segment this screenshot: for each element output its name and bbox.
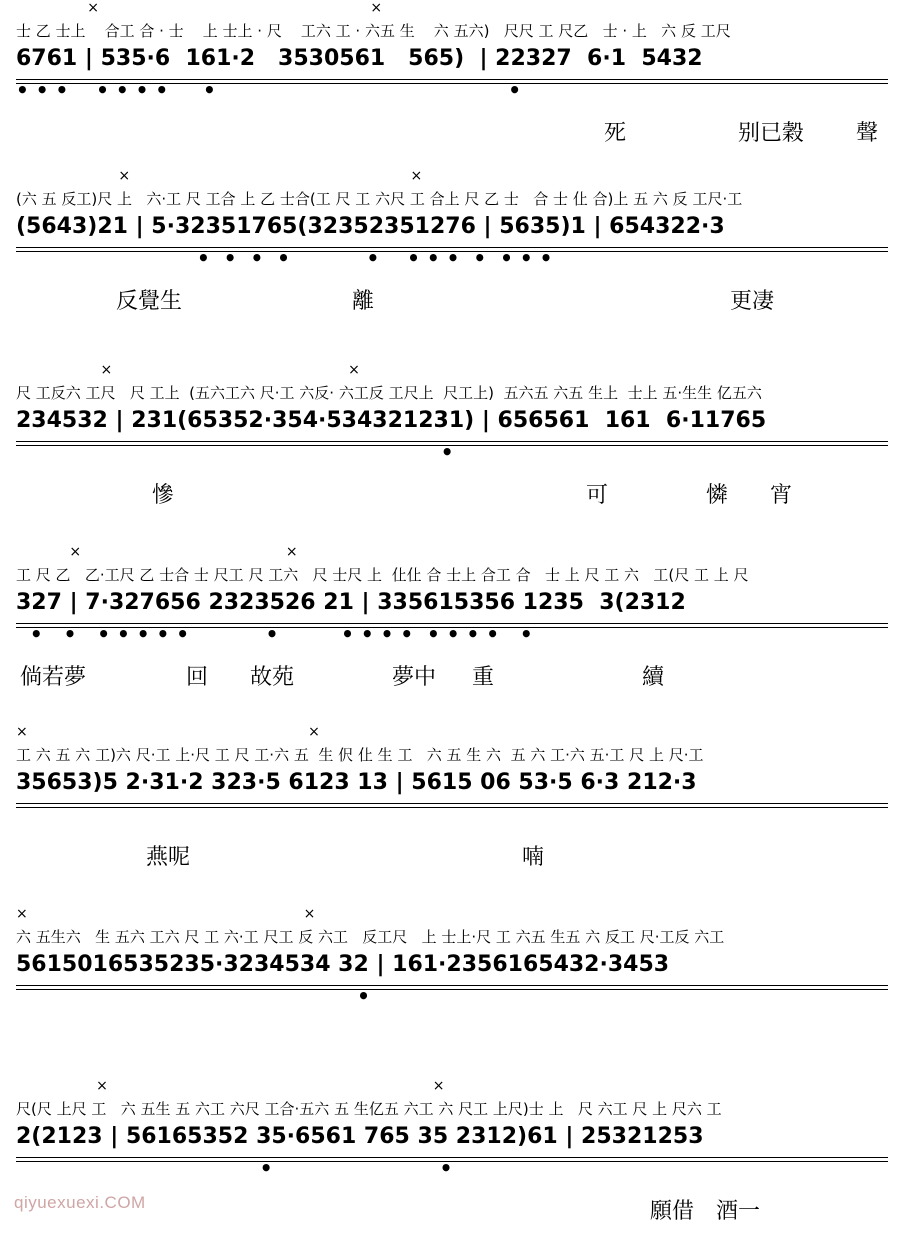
lyric: 倘若夢 xyxy=(20,665,87,690)
numbered-notation: 35653)5 2·31·2 323·5 6123 13 | 5615 06 53·5 6·3 212·3 xyxy=(16,770,697,795)
lyric: 故苑 xyxy=(250,665,295,690)
watermark: qiyuexuexi.COM xyxy=(14,1193,146,1212)
lyric: 燕呢 xyxy=(146,845,191,870)
octave-dots: • • • • • • • • • • • • xyxy=(16,246,553,270)
beam-line xyxy=(16,807,888,808)
gongche-notation: 士 乙 士上 合工 合 · 士 上 士上 · 尺 工六 工 · 六五 生 六 五六) 尺尺 工 尺乙 士 · 上 六 反 工尺 xyxy=(16,22,731,40)
lyric: 喃 xyxy=(522,845,545,870)
beam-line xyxy=(16,803,888,804)
accent-marks: × × xyxy=(16,724,320,740)
gongche-notation: 尺 工反六 工尺 尺 工上 (五六工六 尺·工 六反· 六工反 工尺上 尺工上) 五六五 六五 生上 士上 五·生生 亿五六 xyxy=(16,384,762,402)
lyric: 慘 xyxy=(152,483,175,508)
lyric: 反覺生 xyxy=(116,289,183,314)
numbered-notation: 2(2123 | 56165352 35·6561 765 35 2312)61 | 25321253 xyxy=(16,1124,704,1149)
lyric: 聲 xyxy=(856,121,879,146)
lyric: 願借 xyxy=(650,1199,695,1224)
gongche-notation: 六 五生六 生 五六 工六 尺 工 六·工 尺工 反 六工 反工尺 上 士上·尺 工 六五 生五 六 反工 尺·工反 六工 xyxy=(16,928,725,946)
gongche-notation: 尺(尺 上尺 工 六 五生 五 六工 六尺 工合·五六 五 生亿五 六工 六 尺工 上尺)士 上 尺 六工 尺 上 尺六 工 xyxy=(16,1100,722,1118)
lyric: 死 xyxy=(604,121,627,146)
octave-dots: • • • • • • • • • • • • • • • • • xyxy=(16,622,533,646)
gongche-notation: (六 五 反工)尺 上 六·工 尺 工合 上 乙 士合(工 尺 工 六尺 工 合上 尺 乙 士 合 士 仩 合)上 五 六 反 工尺·工 xyxy=(16,190,743,208)
octave-dots: • xyxy=(16,984,370,1008)
numbered-notation: 234532 | 231(65352·354·534321231) | 656561 161 6·11765 xyxy=(16,408,767,433)
lyric: 重 xyxy=(472,665,495,690)
lyric: 酒一 xyxy=(716,1199,761,1224)
lyric: 更凄 xyxy=(730,289,775,314)
lyric: 回 xyxy=(186,665,209,690)
numbered-notation: 6761 | 535·6 161·2 3530561 565) | 22327 6·1 5432 xyxy=(16,46,703,71)
accent-marks: × × xyxy=(16,906,316,922)
octave-dots: • xyxy=(16,440,454,464)
gongche-notation: 工 六 五 六 工)六 尺·工 上·尺 工 尺 工·六 五 生 伬 仩 生 工 六 五 生 六 五 六 工·六 五·工 尺 上 尺·工 xyxy=(16,746,704,764)
numbered-notation: 327 | 7·327656 2323526 21 | 335615356 1235 3(2312 xyxy=(16,590,686,615)
lyric: 憐 xyxy=(706,483,729,508)
accent-marks: × × xyxy=(16,362,360,378)
accent-marks: × × xyxy=(16,0,383,16)
numbered-notation: (5643)21 | 5·32351765(32352351276 | 5635)1 | 654322·3 xyxy=(16,214,725,239)
octave-dots: • • xyxy=(16,1156,453,1180)
gongche-notation: 工 尺 乙 乙·工尺 乙 士合 士 尺工 尺 工六 尺 士尺 上 仩仩 合 士上 合工 合 士 上 尺 工 六 工(尺 工 上 尺 xyxy=(16,566,749,584)
lyric: 可 xyxy=(586,483,609,508)
accent-marks: × × xyxy=(16,1078,445,1094)
lyric: 夢中 xyxy=(392,665,437,690)
octave-dots: • • • • • • • • • xyxy=(16,78,521,102)
lyric: 别已穀 xyxy=(738,121,805,146)
lyric: 續 xyxy=(642,665,665,690)
accent-marks: × × xyxy=(16,168,423,184)
numbered-notation: 5615016535235·3234534 32 | 161·2356165432·3453 xyxy=(16,952,670,977)
lyric: 離 xyxy=(352,289,375,314)
lyric: 宵 xyxy=(770,483,793,508)
accent-marks: × × xyxy=(16,544,298,560)
